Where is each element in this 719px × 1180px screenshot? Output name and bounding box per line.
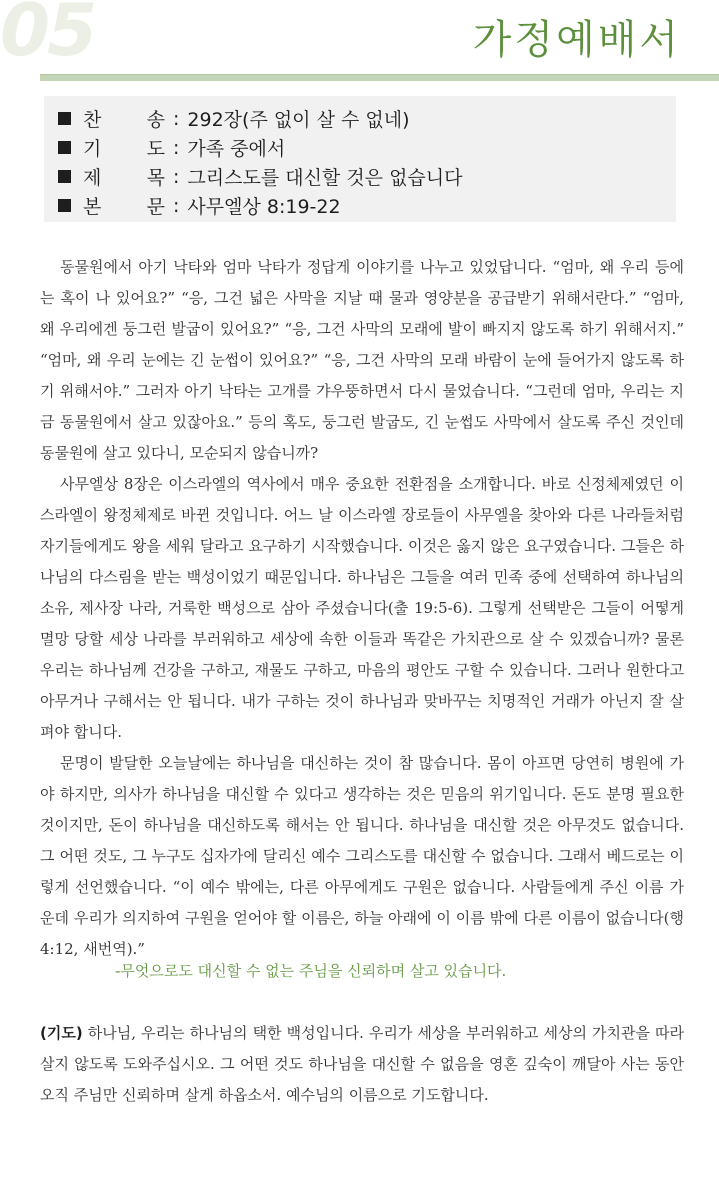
info-label-char: 제	[83, 167, 102, 189]
square-bullet-icon	[58, 170, 71, 183]
worship-info-box	[44, 96, 676, 222]
info-row-hymn	[58, 104, 676, 133]
info-label-hymn	[83, 105, 165, 132]
info-colon: :	[173, 194, 180, 217]
square-bullet-icon	[58, 199, 71, 212]
square-bullet-icon	[58, 141, 71, 154]
info-label-scripture	[83, 192, 165, 219]
info-label-char: 목	[146, 167, 165, 189]
header-divider	[40, 74, 719, 81]
info-label-prayer	[83, 134, 165, 161]
info-label-title	[83, 163, 165, 190]
sermon-paragraph: 문명이 발달한 오늘날에는 하나님을 대신하는 것이 참 많습니다. 몸이 아프면 당연히 병원에 가야 하지만, 의사가 하나님을 대신할 수 있다고 생각하는 것은 믿음의 위기입니다. 돈도 분명 필요한 것이지만, 돈이 하나님을 대신하도록 해서는 안 됩니다. 하나님을 대신할 것은 아무것도 없습니다. 그 어떤 것도, 그 누구도 십자가에 달리신 예수 그리스도를 대신할 수 없습니다. 그래서 베드로는 이렇게 선언했습니다. “이 예수 밖에는, 다른 아무에게도 구원은 없습니다. 사람들에게 주신 이름 가운데 우리가 의지하여 구원을 얻어야 할 이름은, 하늘 아래에 이 이름 밖에 다른 이름이 없습니다(행 4:12, 새번역).”	[40, 754, 684, 958]
info-value-hymn: 292장(주 없이 살 수 없네)	[187, 109, 410, 131]
info-colon: :	[173, 136, 180, 159]
closing-prayer	[40, 1018, 684, 1111]
info-label-char: 찬	[83, 109, 102, 131]
sermon-paragraph: 동물원에서 아기 낙타와 엄마 낙타가 정답게 이야기를 나누고 있었답니다. “엄마, 왜 우리 등에는 혹이 나 있어요?” “응, 그건 넓은 사막을 지날 때 물과 영양분을 공급받기 위해서란다.” “엄마, 왜 우리에겐 둥그런 발굽이 있어요?” “응, 그건 사막의 모래에 발이 빠지지 않도록 하기 위해서지.” “엄마, 왜 우리 눈에는 긴 눈썹이 있어요?” “응, 그건 사막의 모래 바람이 눈에 들어가지 않도록 하기 위해서야.” 그러자 아기 낙타는 고개를 갸우뚱하면서 다시 물었습니다. “그런데 엄마, 우리는 지금 동물원에서 살고 있잖아요.” 등의 혹도, 둥그런 발굽도, 긴 눈썹도 사막에서 살도록 주신 것인데 동물원에 살고 있다니, 모순되지 않습니까?	[40, 258, 684, 462]
prayer-label: (기도)	[40, 1024, 83, 1042]
info-row-scripture	[58, 191, 676, 220]
summary-tagline: -무엇으로도 대신할 수 없는 주님을 신뢰하며 살고 있습니다.	[115, 962, 507, 980]
info-label-char: 기	[83, 138, 102, 160]
info-value-scripture: 사무엘상 8:19-22	[187, 196, 341, 218]
info-label-char: 문	[146, 196, 165, 218]
info-colon: :	[173, 165, 180, 188]
info-label-char: 본	[83, 196, 102, 218]
sermon-body	[40, 252, 684, 965]
prayer-text: 하나님, 우리는 하나님의 택한 백성입니다. 우리가 세상을 부러워하고 세상의 가치관을 따라 살지 않도록 도와주십시오. 그 어떤 것도 하나님을 대신할 수 없음을 영혼 깊숙이 깨달아 사는 동안 오직 주님만 신뢰하며 살게 하옵소서. 예수님의 이름으로 기도합니다.	[40, 1024, 684, 1104]
square-bullet-icon	[58, 112, 71, 125]
info-row-title	[58, 162, 676, 191]
page-title: 가정예배서	[472, 17, 681, 63]
sermon-paragraph: 사무엘상 8장은 이스라엘의 역사에서 매우 중요한 전환점을 소개합니다. 바로 신정체제였던 이스라엘이 왕정체제로 바뀐 것입니다. 어느 날 이스라엘 장로들이 사무엘을 찾아와 다른 나라들처럼 자기들에게도 왕을 세워 달라고 요구하기 시작했습니다. 이것은 옳지 않은 요구였습니다. 그들은 하나님의 다스림을 받는 백성이었기 때문입니다. 하나님은 그들을 여러 민족 중에 선택하여 하나님의 소유, 제사장 나라, 거룩한 백성으로 삼아 주셨습니다(출 19:5-6). 그렇게 선택받은 그들이 어떻게 멸망 당할 세상 나라를 부러워하고 세상에 속한 이들과 똑같은 가치관으로 살 수 있겠습니까? 물론 우리는 하나님께 건강을 구하고, 재물도 구하고, 마음의 평안도 구할 수 있습니다. 그러나 원한다고 아무거나 구해서는 안 됩니다. 내가 구하는 것이 하나님과 맞바꾸는 치명적인 거래가 아닌지 잘 살펴야 합니다.	[40, 475, 684, 741]
info-label-char: 송	[146, 109, 165, 131]
info-row-prayer	[58, 133, 676, 162]
info-colon: :	[173, 107, 180, 130]
info-value-title: 그리스도를 대신할 것은 없습니다	[187, 167, 463, 189]
info-value-prayer: 가족 중에서	[187, 138, 286, 160]
info-label-char: 도	[146, 138, 165, 160]
day-number: 05	[0, 0, 95, 72]
